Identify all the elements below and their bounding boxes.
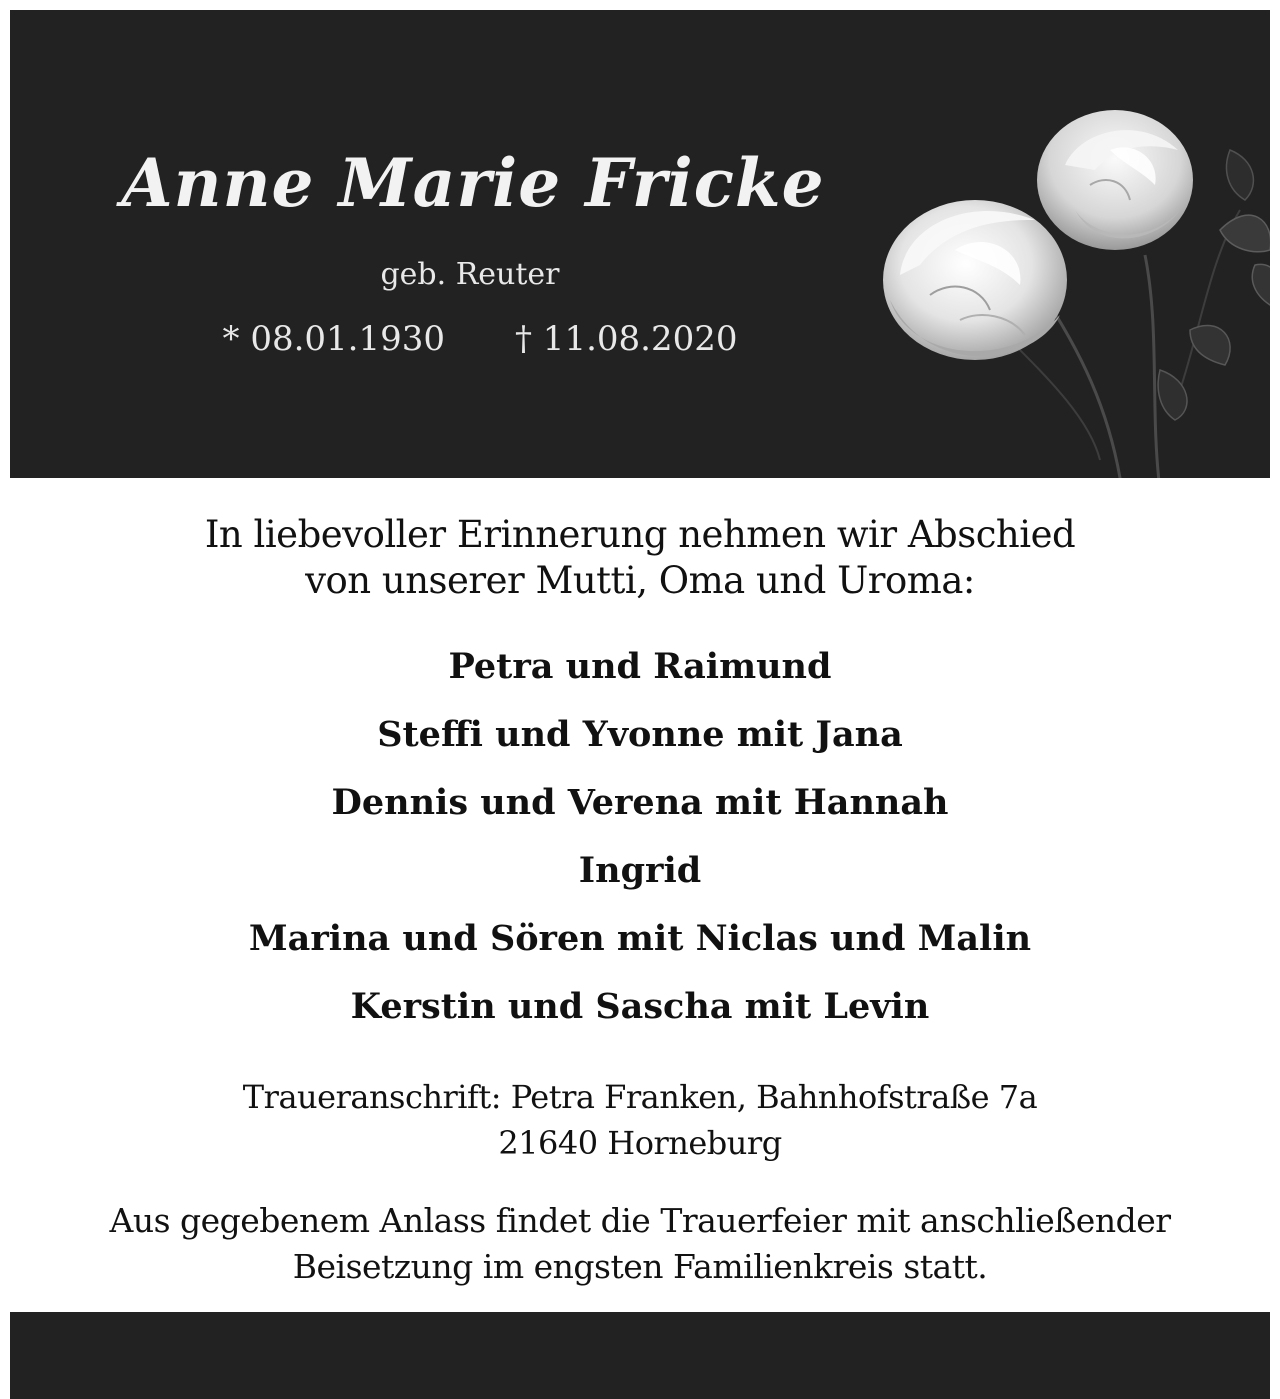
ceremony-note (60, 1198, 1220, 1290)
mourning-address (100, 1074, 1180, 1166)
white-roses-icon (860, 90, 1270, 478)
death-date: † 11.08.2020 (515, 319, 738, 359)
mourner-item: Petra und Raimund (448, 646, 832, 687)
mourner-item: Kerstin und Sascha mit Levin (350, 986, 930, 1027)
intro-line-2: von unserer Mutti, Oma und Uroma: (305, 559, 975, 602)
mourner-item: Steffi und Yvonne mit Jana (377, 714, 903, 755)
mourner-item: Marina und Sören mit Niclas und Malin (248, 918, 1032, 959)
header-panel (10, 10, 1270, 478)
note-line-2: Beisetzung im engsten Familienkreis statt. (292, 1247, 988, 1286)
life-dates (160, 319, 800, 359)
note-line-1: Aus gegebenem Anlass findet die Trauerfeier mit anschließender (109, 1201, 1171, 1240)
maiden-name: geb. Reuter (380, 257, 560, 292)
address-line-1: Traueranschrift: Petra Franken, Bahnhofstraße 7a (242, 1078, 1038, 1116)
footer-band (10, 1312, 1270, 1399)
farewell-intro (100, 512, 1180, 604)
birth-date: * 08.01.1930 (222, 319, 445, 359)
deceased-name: Anne Marie Fricke (121, 144, 825, 222)
address-line-2: 21640 Horneburg (498, 1124, 782, 1162)
mourner-item: Ingrid (578, 850, 702, 891)
mourner-item: Dennis und Verena mit Hannah (331, 782, 949, 823)
intro-line-1: In liebevoller Erinnerung nehmen wir Abschied (204, 513, 1076, 556)
mourners-list (100, 645, 1180, 1053)
